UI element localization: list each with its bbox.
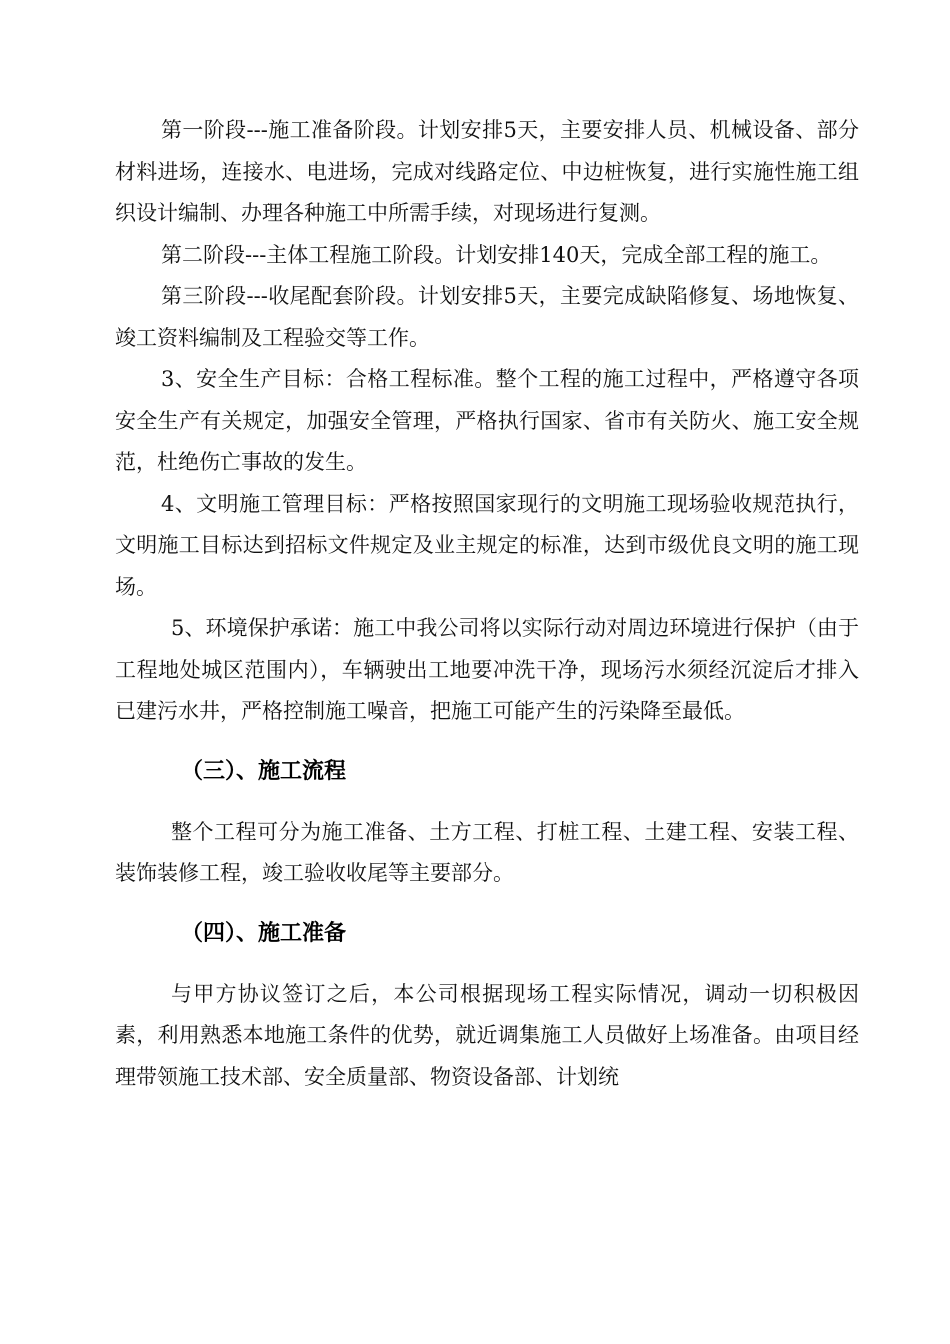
paragraph-construction-process: 整个工程可分为施工准备、土方工程、打桩工程、土建工程、安装工程、装饰装修工程，竣工验收收尾等主要部分。 [115,819,859,885]
section-heading-construction-preparation: （四）、施工准备 [181,920,347,946]
paragraph-civilized-construction-goal: 4、文明施工管理目标：严格按照国家现行的文明施工现场验收规范执行，文明施工目标达到招标文件规定及业主规定的标准，达到市级优良文明的施工现场。 [115,491,859,599]
paragraph-environment-commitment: 5、环境保护承诺：施工中我公司将以实际行动对周边环境进行保护（由于工程地处城区范围内），车辆驶出工地要冲洗干净，现场污水须经沉淀后才排入已建污水井，严格控制施工噪音，把施工可能产生的污染降至最低。 [115,616,859,723]
paragraph-construction-preparation: 与甲方协议签订之后，本公司根据现场工程实际情况，调动一切积极因素，利用熟悉本地施工条件的优势，就近调集施工人员做好上场准备。由项目经理带领施工技术部、安全质量部、物资设备部、计划统 [115,981,859,1089]
paragraph-stage-two: 第二阶段---主体工程施工阶段。计划安排140天，完成全部工程的施工。 [161,242,832,267]
section-heading-construction-process: （三）、施工流程 [181,758,347,784]
paragraph-stage-one: 第一阶段---施工准备阶段。计划安排5天，主要安排人员、机械设备、部分材料进场，连接水、电进场，完成对线路定位、中边桩恢复，进行实施性施工组织设计编制、办理各种施工中所需手续，对现场进行复测。 [115,118,859,225]
paragraph-safety-goal: 3、安全生产目标：合格工程标准。整个工程的施工过程中，严格遵守各项安全生产有关规定，加强安全管理，严格执行国家、省市有关防火、施工安全规范，杜绝伤亡事故的发生。 [115,367,859,474]
paragraph-stage-three: 第三阶段---收尾配套阶段。计划安排5天，主要完成缺陷修复、场地恢复、竣工资料编制及工程验交等工作。 [115,284,859,350]
document-body [115,110,859,1098]
